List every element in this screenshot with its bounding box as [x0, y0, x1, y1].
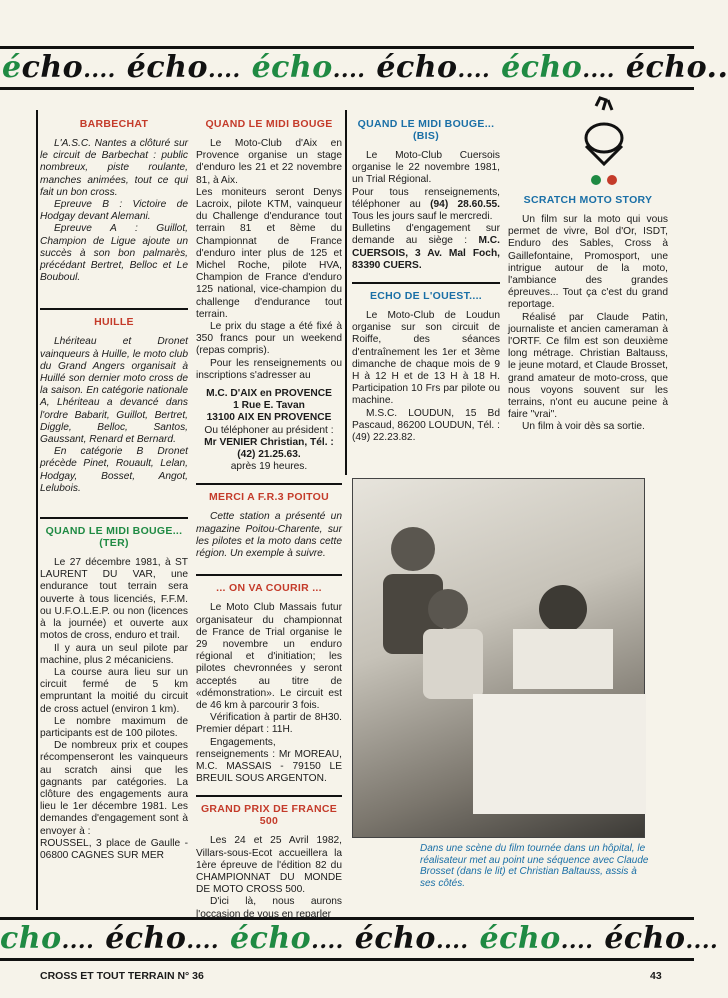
photo-caption: Dans une scène du film tournée dans un hôpital, le réalisateur met au point une séquence avec Claude Brosset (dans le lit) et Christian Baltauss, assis à ses côtés. — [420, 843, 649, 889]
divider — [196, 574, 342, 576]
midi-p2: Les moniteurs seront Denys Lacroix, pilote KTM, vainqueur du Challenge d'endurance tout terrain 81 et 8ème du Championnat de France d'enduro inter plus de 125 et Michel Roche, pilote HVA, Champion de France d'enduro 125 national, vice-champion du challenge d'endurance tout terrain. — [196, 186, 342, 320]
barbechat-p2: Epreuve B : Victoire de Hodgay devant Alemani. — [40, 199, 188, 223]
ter-p1: Le 27 décembre 1981, à ST LAURENT DU VAR, une endurance tout terrain sera ouverte à tous licenciés, F.F.M. ou U.F.O.L.E.P. ou non (licences à la journée) et ouverte aux motos de cross, enduro et trail. — [40, 557, 188, 642]
column-1 — [40, 112, 188, 862]
divider — [40, 308, 188, 310]
midi-p5b: Mr VENIER Christian, Tél. : (42) 21.25.63. — [204, 436, 334, 461]
merci-p1: Cette station a présenté un magazine Poitou-Charente, sur les pilotes et la moto dans cette région. Un exemple à suivre. — [196, 511, 342, 560]
ter-p6: ROUSSEL, 3 place de Gaulle - 06800 CAGNES SUR MER — [40, 837, 188, 861]
ouest-p1: Le Moto-Club de Loudun organise sur son circuit de Roiffe, des séances d'entraînement les 1er et 3ème dimanche de chaque mois de 9 H à 12 H et de 13 H à 18 H. Participation 10 Frs par pilote ou machine. — [352, 310, 500, 407]
midi-addr1: M.C. D'AIX en PROVENCE — [206, 388, 332, 400]
midi-p5a: Ou téléphoner au président : — [204, 424, 334, 436]
ouest-heading: ECHO DE L'OUEST.... — [369, 290, 483, 303]
midi-p3: Le prix du stage a été fixé à 350 francs pour un weekend (repas compris). — [196, 321, 342, 357]
midi-p1: Le Moto-Club d'Aix en Provence organise un stage d'enduro les 21 et 22 novembre 81, à Aix. — [196, 138, 342, 186]
gp-heading: GRAND PRIX DE FRANCE 500 — [200, 803, 338, 828]
bis-phone: (94) 28.60.55. — [430, 198, 500, 210]
midi-addr2: 1 Rue E. Tavan — [233, 400, 305, 412]
courir-p1: Le Moto Club Massais futur organisateur du championnat de France de Trial organise le 29 novembre un enduro régional et d'initiation; les pilotes chevronnées y seront acceptés au titre de «démonstration». Le circuit est de 46 km à parcourir 3 fois. — [196, 602, 342, 711]
midi-addr3: 13100 AIX EN PROVENCE — [206, 412, 332, 424]
midi-p5c: après 19 heures. — [230, 461, 308, 473]
barbechat-p3: Epreuve A : Guillot, Champion de Ligue ajoute un succès à son bon palmarès, précédant Bertret, Belloc et Le Bouboul. — [40, 223, 188, 284]
column-3 — [352, 112, 500, 444]
scratch-heading: SCRATCH MOTO STORY — [523, 194, 653, 206]
courir-heading: ... ON VA COURIR ... — [216, 582, 322, 595]
column-2 — [196, 112, 342, 921]
midi-heading: QUAND LE MIDI BOUGE — [205, 118, 333, 130]
divider — [196, 795, 342, 797]
film-scene-photo — [352, 478, 645, 838]
huille-p1: Lhériteau et Dronet vainqueurs à Huille, le moto club du Grand Angers organisait à Huillé son dernier moto cross de la saison. En catégorie nationale A, Lhériteau a devancé dans l'ordre Babarit, Guillot, Bertret, Diggle, Belloc, Santos, Gaussant, Renard et Bernard. — [40, 336, 188, 446]
midi-p4: Pour les renseignements ou inscriptions s'adresser au — [196, 357, 342, 381]
ter-p4: Le nombre maximum de participants est de 100 pilotes. — [40, 715, 188, 739]
page-number: 43 — [650, 970, 662, 982]
echo-banner-bottom: cho.... écho.... écho.... écho.... écho.... écho.... — [0, 917, 694, 961]
courir-p3: Engagements, renseignements : Mr MOREAU, M.C. MASSAIS - 79150 LE BREUIL SOUS ARGENTON. — [196, 736, 342, 785]
echo-banner-top: écho.... écho.... écho.... écho.... écho.... écho.. — [0, 46, 694, 90]
column-divider — [36, 110, 38, 910]
scratch-p2: Réalisé par Claude Patin, journaliste et ancien cameraman à l'ORTF. Ce film est son deuxième long métrage. Christian Baltauss, le jeune motard, et Claude Brosset, grand amateur de moto-cross, que nous voyons souvent sur les terrains, n'ont eu aucune peine à faire "vrai". — [508, 311, 668, 421]
column-divider — [345, 110, 347, 475]
huille-heading: HUILLE — [94, 316, 134, 329]
ter-p2: Il y aura un seul pilote par machine, plus 2 mécaniciens. — [40, 642, 188, 666]
scratch-p3: Un film à voir dès sa sortie. — [522, 421, 645, 433]
gp-p1: Les 24 et 25 Avril 1982, Villars-sous-Ecot accueillera la 1ère épreuve de l'édition 82 du CHAMPIONNAT DU MONDE DE MOTO CROSS 500. — [196, 835, 342, 896]
ouest-p2: M.S.C. LOUDUN, 15 Bd Pascaud, 86200 LOUDUN, Tél. : (49) 22.23.82. — [352, 407, 500, 444]
bis-p2c: Tous les jours sauf le mercredi. — [352, 211, 493, 223]
merci-heading: MERCI A F.R.3 POITOU — [209, 491, 329, 504]
ter-p3: La course aura lieu sur un circuit fermé de 5 km empruntant la moitié du circuit de cross actuel (environ 1 km). — [40, 666, 188, 715]
column-4 — [508, 96, 668, 434]
courir-p2: Vérification à partir de 8H30. Premier départ : 11H. — [196, 712, 342, 736]
gp-p2: D'ici là, nous aurons l'occasion de vous en reparler — [196, 896, 342, 920]
ter-p5: De nombreux prix et coupes récompenseront les vainqueurs au scratch ainsi que les gagnants par catégories. La clôture des engagements aura lieu le 1er décembre 1981. Les demandes d'engagement sont à envoyer à : — [40, 740, 188, 837]
huille-p2: En catégorie B Dronet précède Pinet, Rouault, Lelan, Hodgay, Bosset, Angot, Lelubois. — [40, 446, 188, 494]
divider — [352, 282, 500, 284]
barbechat-heading: BARBECHAT — [79, 118, 149, 130]
cartoon-illustration — [508, 96, 668, 190]
magazine-footer: CROSS ET TOUT TERRAIN N° 36 — [40, 970, 204, 982]
ter-heading: QUAND LE MIDI BOUGE... (TER) — [45, 525, 183, 550]
bis-p2a: Pour tous renseignements, téléphoner au — [352, 186, 500, 210]
bis-p3a: Bulletins d'engagement sur demande au siège : — [352, 223, 500, 247]
bis-p1: Le Moto-Club Cuersois organise le 22 novembre 1981, un Trial Régional. — [352, 150, 500, 186]
bis-address: M.C. CUERSOIS, 3 Av. Mal Foch, 83390 CUERS. — [352, 235, 500, 271]
divider — [40, 517, 188, 519]
barbechat-p1: L'A.S.C. Nantes a clôturé sur le circuit de Barbechat : public nombreux, piste roulante, manches animées, tout ce qui fait un bon cross. — [40, 138, 188, 198]
divider — [196, 483, 342, 485]
hospital-scene-image — [353, 479, 646, 839]
scratch-p1: Un film sur la moto qui vous permet de vivre, Bol d'Or, ISDT, Enduro des Sables, Cross à Gaillefontaine, Promosport, une intrigue autour de la moto, l'ambiance des grandes épreuves... Tout ça c'est du grand reportage. — [508, 214, 668, 311]
motorbike-rider-icon — [508, 96, 668, 190]
bis-heading: QUAND LE MIDI BOUGE... (BIS) — [357, 118, 495, 142]
